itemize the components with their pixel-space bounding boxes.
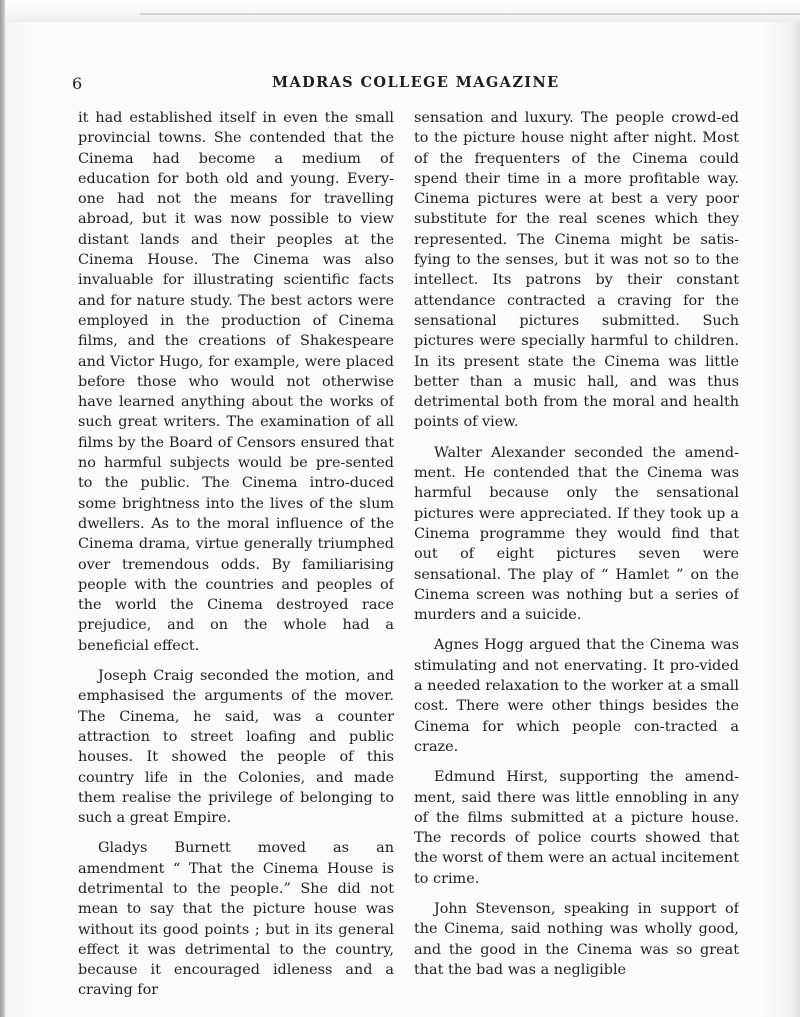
paragraph: Gladys Burnett moved as an amendment “ That the Cinema House is detrimental to the people.” She did not mean to say that the picture house was without its good points ; but in its general effect it was detrimental to the country, because it encouraged idleness and a craving for [78,840,394,999]
paragraph: Agnes Hogg argued that the Cinema was stimulating and not enervating. It pro-vided a needed relaxation to the worker at a small cost. There were other things besides the Cinema for which people con-tracted a craze. [414,637,739,755]
paragraph: Walter Alexander seconded the amend-ment. He contended that the Cinema was harmful because only the sensational pictures were appreciated. If they took up a Cinema programme they would find that out of eight pictures seven were sensational. The play of “ Hamlet ” on the Cinema screen was nothing but a series of murders and a suicide. [414,444,739,624]
paragraph: Edmund Hirst, supporting the amend-ment, said there was little ennobling in any of the films submitted at a picture house. The records of police courts showed that the worst of them were an actual incitement to crime. [414,769,739,887]
scan-top-edge [0,0,800,22]
scan-binding-shadow [0,0,5,1017]
left-column [78,108,394,1008]
page-number: 6 [72,74,83,93]
right-column [414,108,739,1008]
paragraph: it had established itself in even the small provincial towns. She contended that the Cinema had become a medium of education for both old and young. Every-one had not the means for travelling abroad, but it was now possible to view distant lands and their peoples at the Cinema House. The Cinema was also invaluable for illustrating scientific facts and for nature study. The best actors were employed in the production of Cinema films, and the creations of Shakespeare and Victor Hugo, for example, were placed before those who would not otherwise have learned anything about the works of such great writers. The examination of all films by the Board of Censors ensured that no harmful subjects would be pre-sented to the public. The Cinema intro-duced some brightness into the lives of the slum dwellers. As to the moral influence of the Cinema drama, virtue generally triumphed over tremendous odds. By familiarising people with the countries and peoples of the world the Cinema destroyed race prejudice, and on the whole had a beneficial effect. [78,110,394,654]
paragraph: Joseph Craig seconded the motion, and emphasised the arguments of the mover. The Cinema, he said, was a counter attraction to street loafing and public houses. It showed the people of this country life in the Colonies, and made them realise the privilege of belonging to such a great Empire. [78,668,394,827]
running-head: MADRAS COLLEGE MAGAZINE [272,74,560,91]
paragraph: John Stevenson, speaking in support of the Cinema, said nothing was wholly good, and the good in the Cinema was so great that the bad was a negligible [414,900,739,978]
paragraph: sensation and luxury. The people crowd-ed to the picture house night after night. Most of the frequenters of the Cinema could spend their time in a more profitable way. Cinema pictures were at best a very poor substitute for the real scenes which they represented. The Cinema might be satis-fying to the senses, but it was not so to the intellect. Its patrons by their constant attendance contracted a craving for the sensational pictures submitted. Such pictures were specially harmful to children. In its present state the Cinema was little better than a music hall, and was thus detrimental both from the moral and health points of view. [414,110,739,431]
